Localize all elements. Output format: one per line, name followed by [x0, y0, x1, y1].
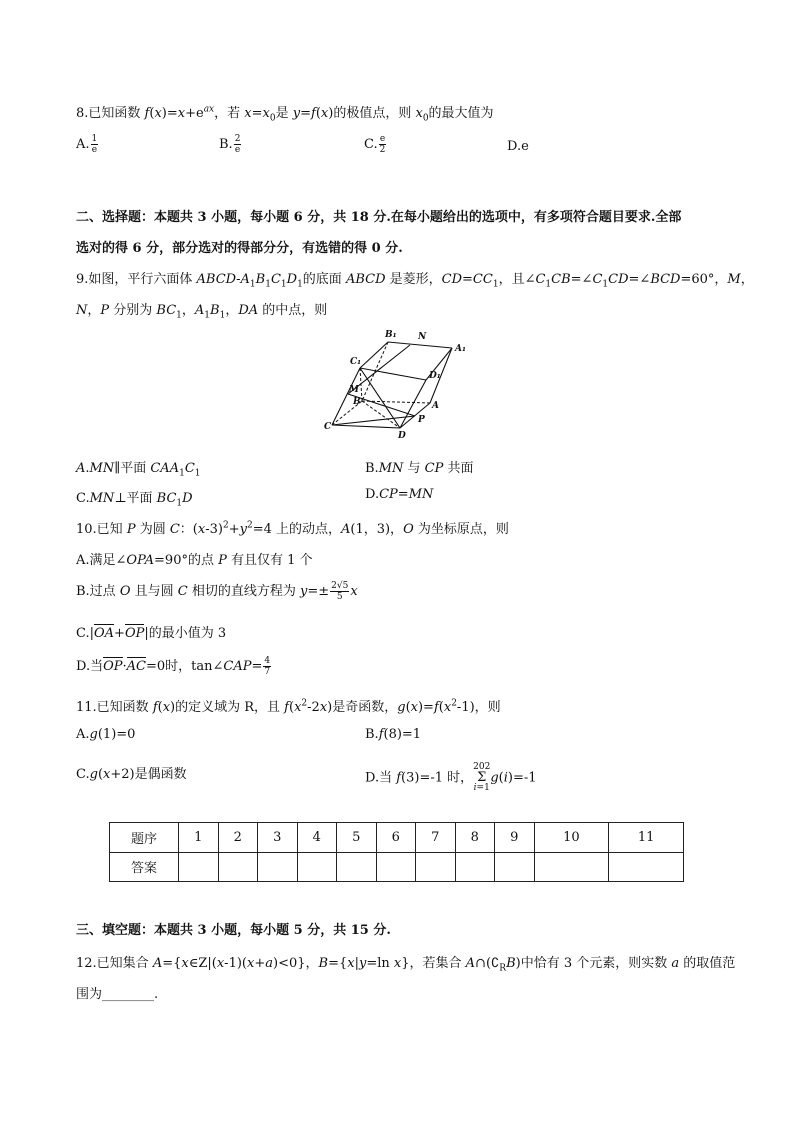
- table-number: 6: [376, 823, 416, 853]
- q9-stem-line2: N，P 分别为 $BC_1$，$A_1B_1$，DA 的中点，则: [76, 303, 328, 321]
- answer-cell[interactable]: [455, 852, 495, 882]
- q9-option-b[interactable]: B.MN 与 CP 共面: [365, 461, 474, 476]
- q8-option-d[interactable]: D.e: [507, 139, 529, 154]
- q9-option-c[interactable]: C.MN⊥平面 $BC_1D$: [76, 491, 193, 509]
- q9-option-a[interactable]: A.MN∥平面 $CAA_1C_1$: [76, 461, 201, 479]
- label-c: C: [324, 422, 332, 432]
- q8-option-c[interactable]: C. $\frac{e}{2}$: [364, 134, 386, 155]
- label-a: A: [432, 401, 439, 411]
- q8-option-b[interactable]: B. $\frac{2}{e}$: [219, 134, 241, 155]
- answer-table-header-row: [110, 823, 684, 853]
- label-b1: B₁: [385, 330, 397, 340]
- q10-stem: 10.已知 P 为圆 C：$(x-3)^2+y^2=4$ 上的动点，A(1，3)，O 为坐标原点，则: [76, 520, 509, 537]
- answer-cell[interactable]: [609, 852, 684, 882]
- table-number: 4: [297, 823, 337, 853]
- answer-cell[interactable]: [297, 852, 337, 882]
- section2-line1: 二、选择题：本题共 3 小题，每小题 6 分，共 18 分.在每小题给出的选项中，有多项符合题目要求.全部: [76, 210, 682, 225]
- q11-stem: 11.已知函数 f(x)的定义域为 R，且 $f(x^2-2x)$是奇函数，$g(x)=f(x^2-1)$，则: [76, 698, 501, 715]
- q10-option-a[interactable]: A.满足∠OPA=90°的点 P 有且仅有 1 个: [76, 553, 313, 568]
- table-number: 7: [416, 823, 456, 853]
- table-number: 1: [179, 823, 219, 853]
- label-d: D: [398, 431, 406, 441]
- q12-line2: 围为________.: [76, 987, 159, 1002]
- q9-option-d[interactable]: D.CP=MN: [365, 487, 434, 502]
- table-number: 5: [337, 823, 377, 853]
- q10-option-b[interactable]: B.过点 O 且与圆 C 相切的直线方程为 y=± $\frac{2√5}{5}$ x: [76, 581, 358, 602]
- section3-heading: 三、填空题：本题共 3 小题，每小题 5 分，共 15 分.: [76, 923, 391, 938]
- answer-cell[interactable]: [416, 852, 456, 882]
- q10-option-d[interactable]: D.当OP·AC=0时，tan∠CAP= $\frac{4}{7}$: [76, 656, 271, 677]
- q8-stem: 8.已知函数 $f(x)=x+e^{ax}$，若 $x=x_0$是 y=f(x)的极值点，则 $x_0$的最大值为: [76, 104, 494, 124]
- label-d1: D₁: [429, 371, 441, 381]
- answer-cell[interactable]: [534, 852, 609, 882]
- answer-cell[interactable]: [258, 852, 298, 882]
- table-header-label: 题序: [110, 823, 179, 853]
- q11-option-c[interactable]: C.g(x+2)是偶函数: [76, 767, 187, 782]
- section2-line2: 选对的得 6 分，部分选对的得部分分，有选错的得 0 分.: [76, 241, 403, 256]
- label-p: P: [418, 415, 425, 425]
- table-number: 2: [218, 823, 258, 853]
- q11-option-d[interactable]: D.当 f(3)=-1 时， 202 Σ i=1 g(i)=-1: [365, 762, 537, 793]
- table-number: 10: [534, 823, 609, 853]
- table-number: 3: [258, 823, 298, 853]
- q9-stem-line1: 9.如图，平行六面体 ABCD-$A_1B_1C_1D_1$的底面 ABCD 是菱形，$CD=CC_1$，且$\angle C_1CB=\angle C_1CD=\angle BCD=60^\circ$，M，: [76, 272, 754, 290]
- table-number: 11: [609, 823, 684, 853]
- q10-option-c[interactable]: C.|OA+OP|的最小值为 3: [76, 626, 227, 641]
- answer-cell[interactable]: [376, 852, 416, 882]
- answer-cell[interactable]: [218, 852, 258, 882]
- q11-option-a[interactable]: A.g(1)=0: [76, 727, 136, 742]
- table-number: 9: [495, 823, 535, 853]
- q11-option-b[interactable]: B.f(8)=1: [365, 727, 422, 742]
- table-number: 8: [455, 823, 495, 853]
- q12-line1: 12.已知集合 A={x∈Z|(x-1)(x+a)<0}，B={x|y=ln x}，若集合 $A\cap(∁_RB)$中恰有 3 个元素，则实数 a 的取值范: [76, 956, 736, 974]
- answer-cell[interactable]: [337, 852, 377, 882]
- label-c1: C₁: [350, 357, 362, 367]
- label-m: M: [349, 385, 359, 395]
- label-b: B: [353, 397, 361, 407]
- answer-cell[interactable]: [495, 852, 535, 882]
- label-n: N: [418, 332, 427, 342]
- q8-option-a[interactable]: A. $\frac{1}{e}$: [76, 134, 98, 155]
- answer-table: [109, 822, 684, 882]
- answer-table-answer-row: [110, 852, 684, 882]
- parallelepiped-figure: [318, 326, 478, 444]
- label-a1: A₁: [455, 344, 466, 354]
- table-answer-label: 答案: [110, 852, 179, 882]
- answer-cell[interactable]: [179, 852, 219, 882]
